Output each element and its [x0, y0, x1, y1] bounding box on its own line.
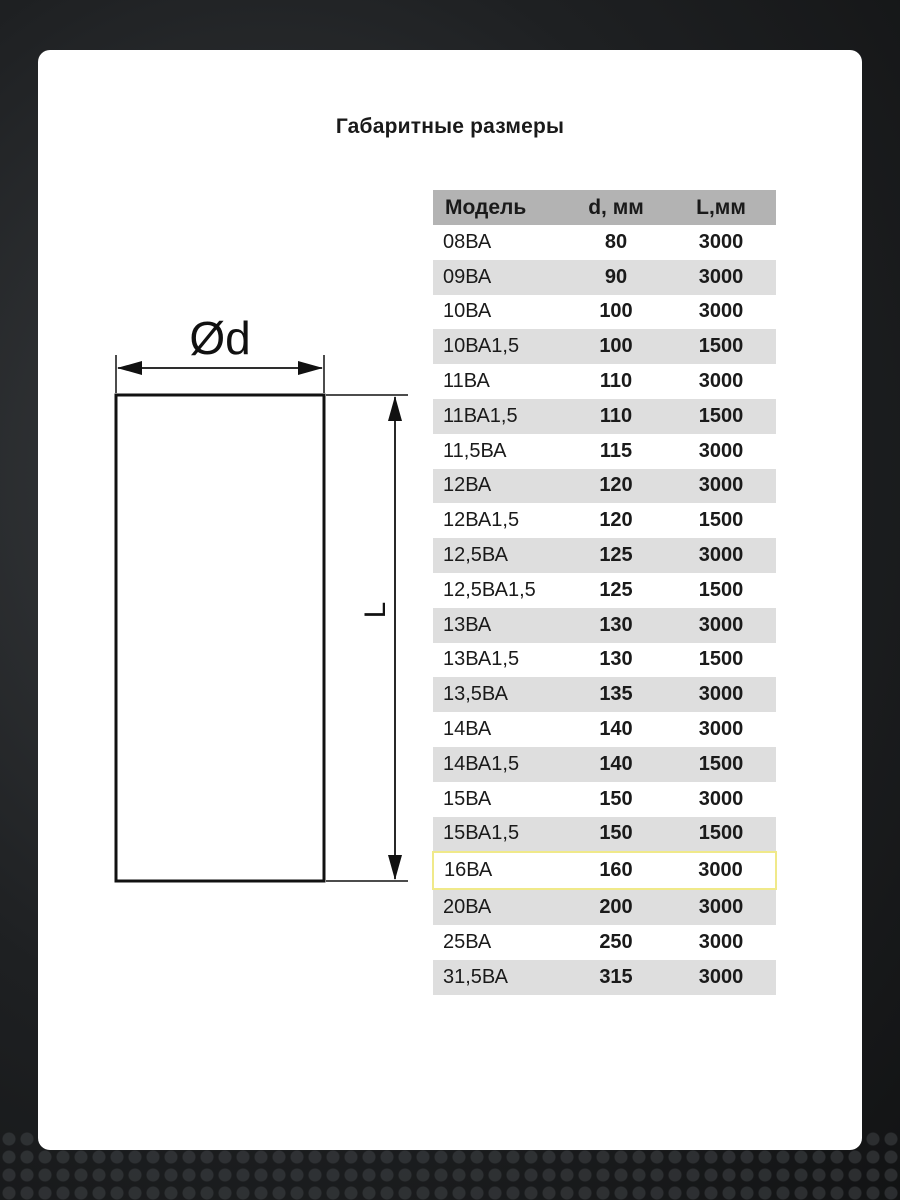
table-row — [433, 643, 776, 678]
length-cell: 3000 — [666, 434, 776, 469]
model-cell: 11,5ВА — [433, 434, 566, 469]
table-row — [433, 925, 776, 960]
length-cell: 3000 — [666, 889, 776, 925]
diameter-cell: 100 — [566, 295, 666, 330]
model-cell: 25ВА — [433, 925, 566, 960]
diameter-cell: 140 — [566, 747, 666, 782]
table-row — [433, 573, 776, 608]
diameter-cell: 160 — [566, 852, 666, 889]
length-cell: 1500 — [666, 399, 776, 434]
diameter-cell: 90 — [566, 260, 666, 295]
model-cell: 11ВА — [433, 364, 566, 399]
diameter-cell: 135 — [566, 677, 666, 712]
model-cell: 09ВА — [433, 260, 566, 295]
length-cell: 3000 — [666, 260, 776, 295]
header-length: L,мм — [666, 190, 776, 225]
length-cell: 1500 — [666, 817, 776, 853]
model-cell: 14ВА — [433, 712, 566, 747]
table-row — [433, 852, 776, 889]
diameter-cell: 115 — [566, 434, 666, 469]
length-label: L — [359, 601, 392, 619]
model-cell: 15ВА — [433, 782, 566, 817]
page-title: Габаритные размеры — [335, 115, 565, 138]
table-row — [433, 538, 776, 573]
length-arrow-bottom — [388, 855, 402, 880]
length-cell: 1500 — [666, 573, 776, 608]
length-cell: 3000 — [666, 925, 776, 960]
diameter-cell: 120 — [566, 503, 666, 538]
diameter-cell: 110 — [566, 364, 666, 399]
header-model: Модель — [433, 190, 566, 225]
length-cell: 3000 — [666, 469, 776, 504]
table-body — [433, 225, 776, 995]
header-diameter: d, мм — [566, 190, 666, 225]
length-cell: 3000 — [666, 538, 776, 573]
model-cell: 12,5ВА1,5 — [433, 573, 566, 608]
table-row — [433, 260, 776, 295]
table-row — [433, 817, 776, 853]
length-cell: 3000 — [666, 677, 776, 712]
diameter-cell: 125 — [566, 538, 666, 573]
model-cell: 16ВА — [433, 852, 566, 889]
model-cell: 31,5ВА — [433, 960, 566, 995]
diameter-cell: 130 — [566, 643, 666, 678]
table-row — [433, 960, 776, 995]
model-cell: 10ВА — [433, 295, 566, 330]
model-cell: 13,5ВА — [433, 677, 566, 712]
diameter-arrow-right — [298, 361, 323, 375]
length-cell: 3000 — [666, 295, 776, 330]
length-cell: 1500 — [666, 747, 776, 782]
table-row — [433, 712, 776, 747]
table-row — [433, 889, 776, 925]
model-cell: 15ВА1,5 — [433, 817, 566, 853]
table-row — [433, 677, 776, 712]
table-row — [433, 782, 776, 817]
model-cell: 12ВА1,5 — [433, 503, 566, 538]
diameter-cell: 140 — [566, 712, 666, 747]
table-row — [433, 225, 776, 260]
length-arrow-top — [388, 396, 402, 421]
model-cell: 12,5ВА — [433, 538, 566, 573]
diameter-cell: 120 — [566, 469, 666, 504]
length-cell: 3000 — [666, 608, 776, 643]
length-cell: 3000 — [666, 364, 776, 399]
length-cell: 3000 — [666, 852, 776, 889]
diameter-label: Ød — [189, 312, 251, 364]
diameter-cell: 150 — [566, 782, 666, 817]
length-cell: 3000 — [666, 960, 776, 995]
model-cell: 13ВА1,5 — [433, 643, 566, 678]
table-row — [433, 434, 776, 469]
diameter-cell: 250 — [566, 925, 666, 960]
diameter-cell: 110 — [566, 399, 666, 434]
diameter-cell: 100 — [566, 329, 666, 364]
model-cell: 10ВА1,5 — [433, 329, 566, 364]
model-cell: 12ВА — [433, 469, 566, 504]
length-cell: 3000 — [666, 712, 776, 747]
table-row — [433, 747, 776, 782]
diameter-cell: 200 — [566, 889, 666, 925]
length-cell: 1500 — [666, 503, 776, 538]
length-cell: 1500 — [666, 329, 776, 364]
diameter-arrow-left — [117, 361, 142, 375]
model-cell: 14ВА1,5 — [433, 747, 566, 782]
table-header-row — [433, 190, 776, 225]
model-cell: 11ВА1,5 — [433, 399, 566, 434]
table-row — [433, 295, 776, 330]
table-row — [433, 608, 776, 643]
table-row — [433, 503, 776, 538]
diameter-cell: 315 — [566, 960, 666, 995]
diameter-cell: 150 — [566, 817, 666, 853]
model-cell: 20ВА — [433, 889, 566, 925]
dimensions-table — [432, 190, 777, 995]
table-row — [433, 399, 776, 434]
model-cell: 13ВА — [433, 608, 566, 643]
length-cell: 1500 — [666, 643, 776, 678]
model-cell: 08ВА — [433, 225, 566, 260]
table-row — [433, 469, 776, 504]
diameter-cell: 80 — [566, 225, 666, 260]
pipe-outline — [116, 395, 324, 881]
table-row — [433, 364, 776, 399]
diameter-cell: 125 — [566, 573, 666, 608]
length-cell: 3000 — [666, 782, 776, 817]
diameter-cell: 130 — [566, 608, 666, 643]
length-cell: 3000 — [666, 225, 776, 260]
table-row — [433, 329, 776, 364]
